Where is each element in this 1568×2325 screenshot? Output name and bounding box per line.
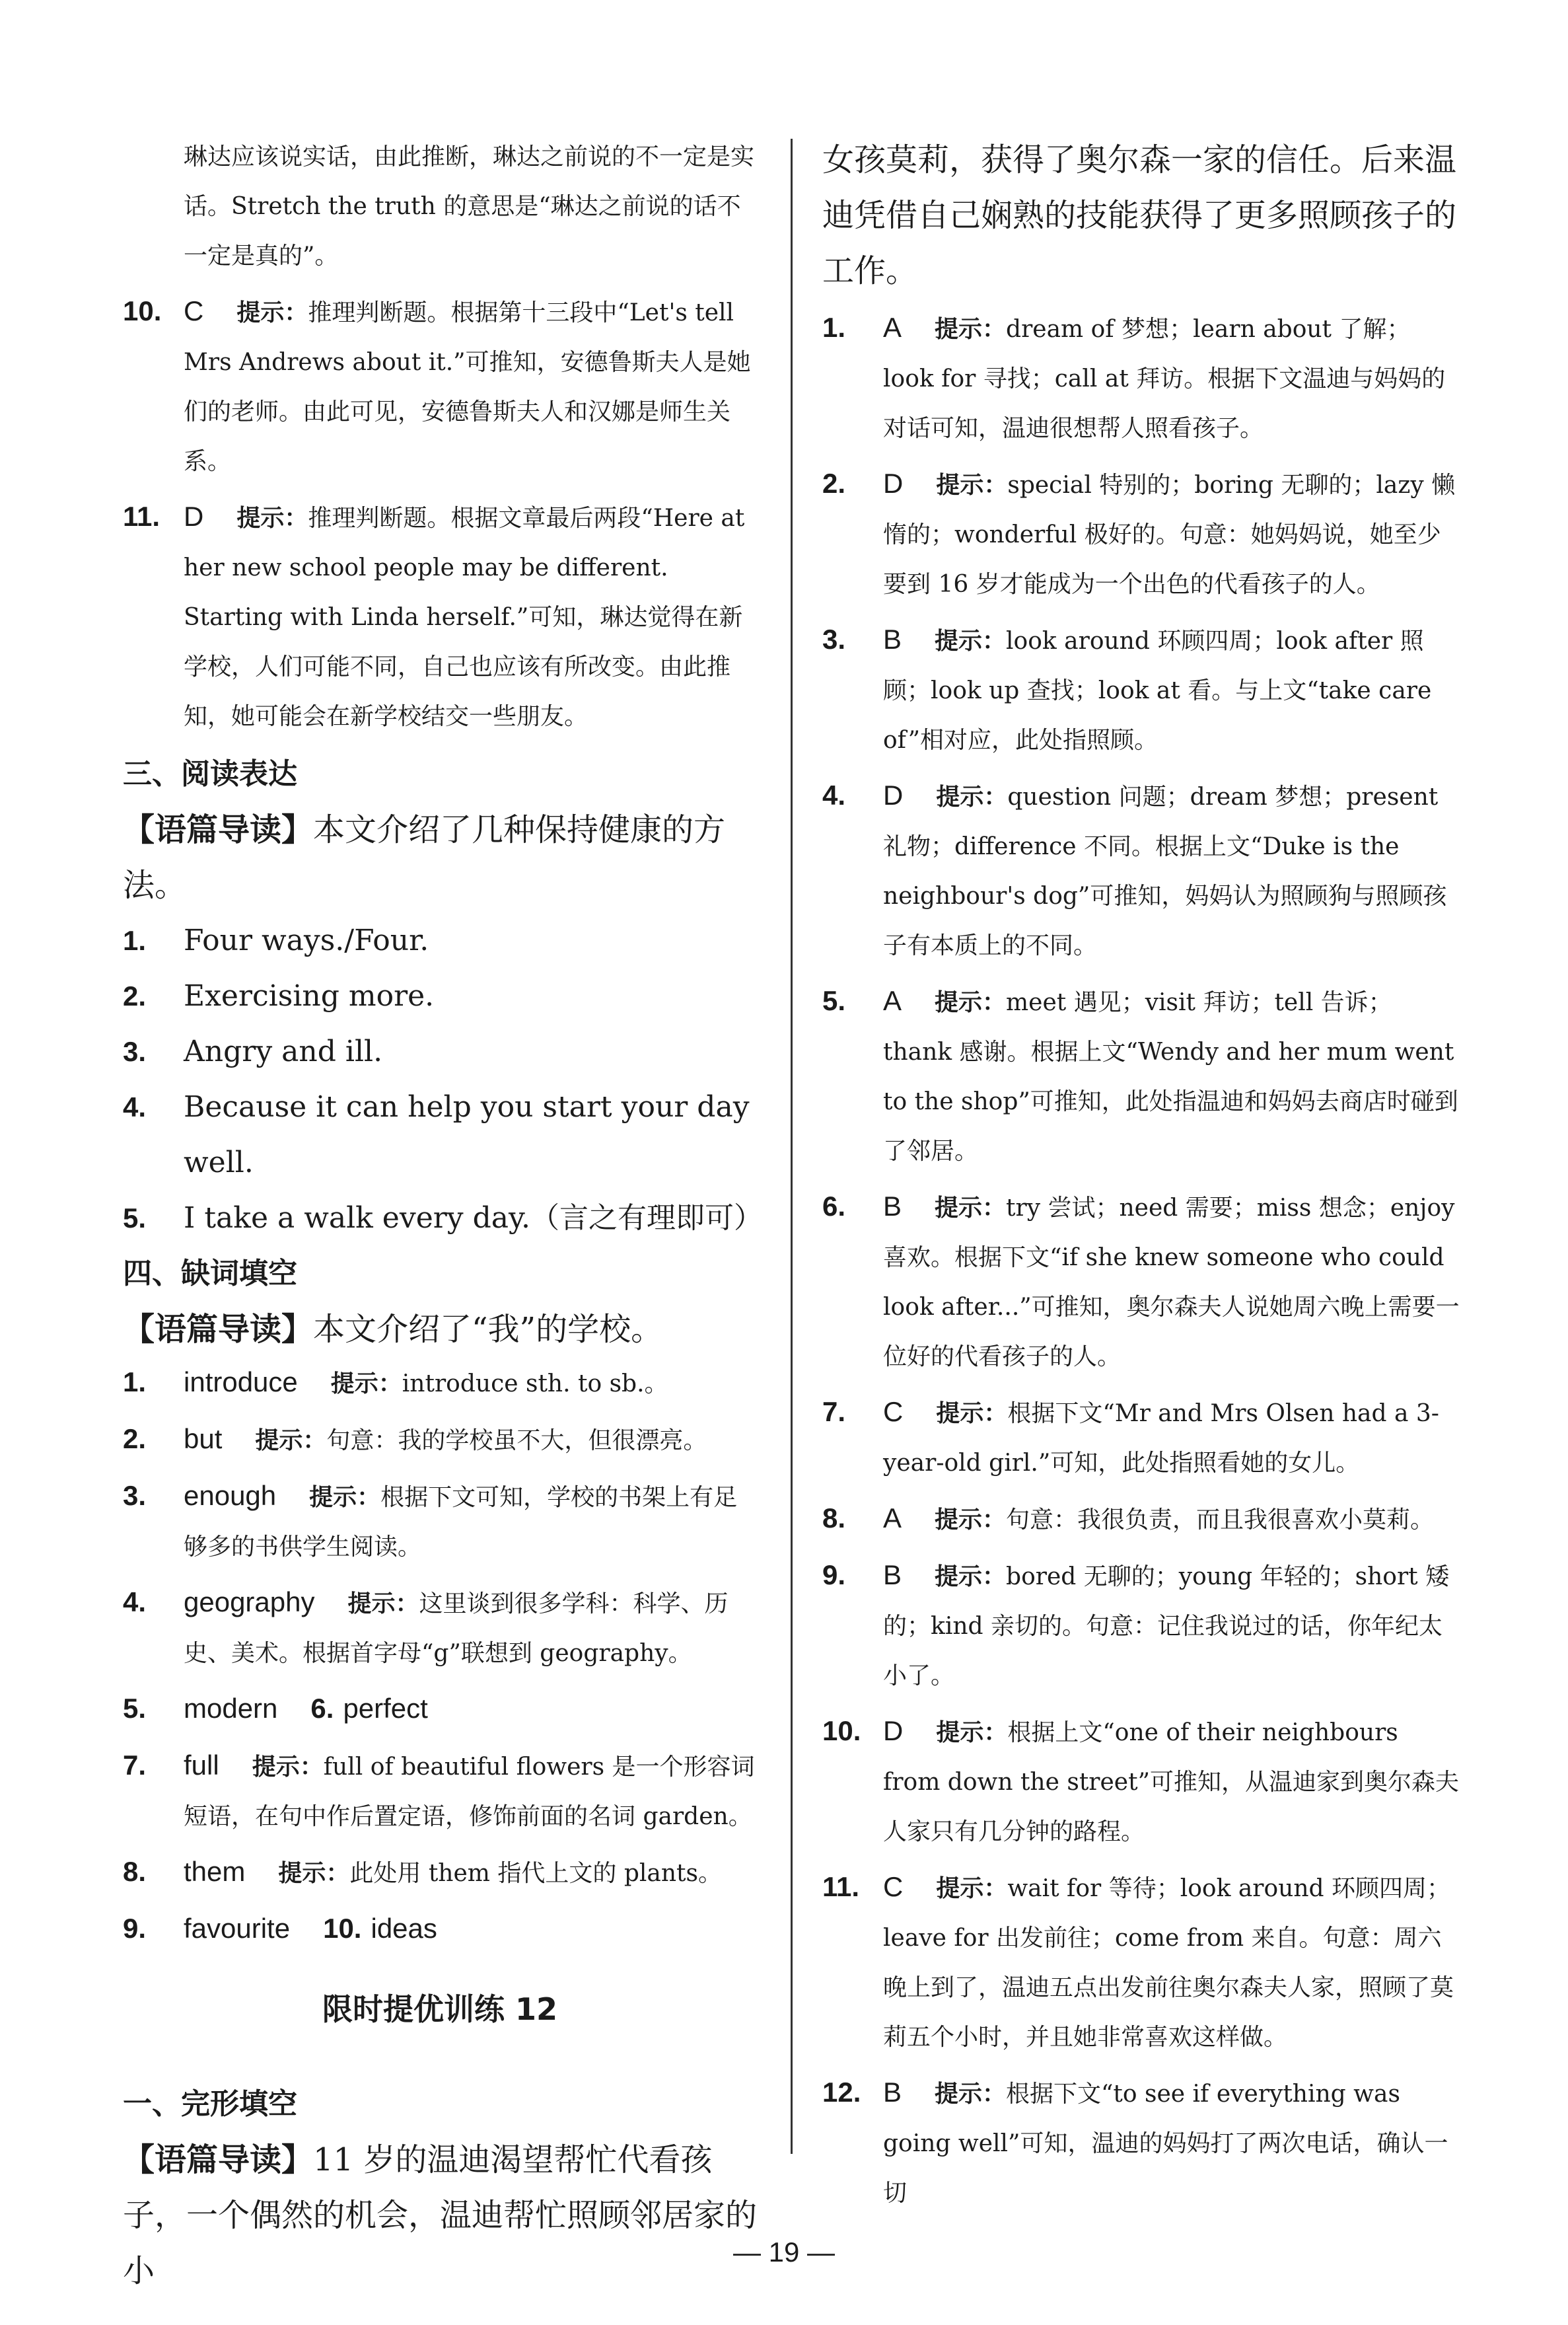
- item-number: 7.: [123, 1750, 147, 1781]
- hint-label: 提示：: [935, 2081, 1007, 2108]
- hint-text: 根据上文“one of their neighbours from down the street”可推知，从温迪家到奥尔森夫人家只有几分钟的路程。: [883, 1719, 1459, 1845]
- item-number: 1.: [822, 312, 846, 343]
- hint-label: 提示：: [936, 1400, 1008, 1427]
- answer-word: geography: [184, 1586, 315, 1617]
- guide-paragraph: [123, 2132, 757, 2299]
- guide-paragraph: [123, 1302, 757, 1357]
- hint-label: 提示：: [936, 1719, 1008, 1746]
- hint-label: 提示：: [255, 1427, 327, 1454]
- hint-label: 提示：: [236, 299, 308, 326]
- answer-item: [822, 1706, 1460, 1857]
- guide-text: 本文介绍了几种保持健康的方法。: [123, 811, 726, 904]
- continued-text: 琳达应该说实话，由此推断，琳达之前说的不一定是实话。Stretch the truth 的意思是“琳达之前说的话不一定是真的”。: [184, 143, 755, 270]
- answer-item: [123, 1740, 757, 1841]
- hint-label: 提示：: [252, 1753, 324, 1781]
- item-number: 12.: [822, 2077, 861, 2108]
- item-number: 4.: [123, 1586, 147, 1617]
- hint-label: 提示：: [935, 1506, 1007, 1533]
- hint-text: 这里谈到很多学科：科学、历史、美术。根据首字母“g”联想到 geography。: [184, 1590, 729, 1667]
- hint-label: 提示：: [347, 1590, 419, 1617]
- guide-continued: 女孩莫莉，获得了奥尔森一家的信任。后来温迪凭借自己娴熟的技能获得了更多照顾孩子的工作。: [822, 141, 1457, 289]
- item-number: 10.: [822, 1715, 861, 1746]
- answer-word: ideas: [371, 1913, 437, 1944]
- answer-text: Exercising more.: [184, 979, 435, 1013]
- exercise-title: 限时提优训练 12: [322, 1991, 558, 2027]
- guide-label: 【语篇导读】: [123, 2141, 314, 2178]
- answer-item: [123, 1357, 757, 1409]
- answer-letter: B: [883, 1559, 902, 1590]
- guide-label: 【语篇导读】: [123, 811, 314, 848]
- hint-label: 提示：: [309, 1484, 381, 1511]
- hint-text: introduce sth. to sb.。: [402, 1370, 668, 1397]
- answer-letter: A: [883, 985, 902, 1016]
- hint-label: 提示：: [935, 989, 1007, 1016]
- answer-letter: B: [883, 624, 902, 655]
- guide-paragraph: [123, 802, 757, 913]
- item-number: 3.: [123, 1480, 147, 1511]
- answer-letter: D: [883, 468, 904, 499]
- answer-item: [822, 1493, 1460, 1545]
- hint-text: dream of 梦想；learn about 了解；look for 寻找；call at 拜访。根据下文温迪与妈妈的对话可知，温迪很想帮人照看孩子。: [883, 316, 1446, 442]
- guide-text: 本文介绍了“我”的学校。: [313, 1311, 663, 1348]
- hint-label: 提示：: [330, 1370, 402, 1397]
- answer-letter: A: [883, 1502, 902, 1533]
- answer-item: [123, 1471, 757, 1572]
- hint-text: 推理判断题。根据文章最后两段“Here at her new school people may be different. Starting with Linda herself.”可知，琳达觉得在新学校，人们可能不同，自己也应该有所改变。由此推知，她可能会在新学校结交一些朋友。: [184, 505, 745, 730]
- item-number: 9.: [822, 1559, 846, 1590]
- answer-word: modern: [184, 1693, 278, 1724]
- answer-item: [123, 286, 757, 486]
- hint-label: 提示：: [278, 1860, 350, 1887]
- answer-letter: D: [883, 780, 904, 811]
- answer-word: enough: [184, 1480, 277, 1511]
- hint-text: 根据下文“Mr and Mrs Olsen had a 3-year-old girl.”可知，此处指照看她的女儿。: [883, 1400, 1439, 1477]
- hint-text: special 特别的；boring 无聊的；lazy 懒惰的；wonderful 极好的。句意：她妈妈说，她至少要到 16 岁才能成为一个出色的代看孩子的人。: [883, 472, 1456, 598]
- answer-word: perfect: [343, 1693, 428, 1724]
- hint-text: 根据下文可知，学校的书架上有足够多的书供学生阅读。: [184, 1484, 738, 1561]
- guide-text: 11 岁的温迪渴望帮忙代看孩子，一个偶然的机会，温迪帮忙照顾邻居家的小: [123, 2141, 758, 2289]
- guide-label: 【语篇导读】: [123, 1311, 314, 1348]
- answer-letter: C: [883, 1871, 904, 1902]
- answer-text: I take a walk every day.（言之有理即可）: [184, 1201, 764, 1235]
- item-number: 4.: [123, 1091, 147, 1123]
- hint-text: bored 无聊的；young 年轻的；short 矮的；kind 亲切的。句意：记住我说过的话，你年纪太小了。: [883, 1563, 1450, 1689]
- item-number: 11.: [822, 1871, 860, 1902]
- item-number: 11.: [123, 501, 160, 532]
- answer-word: them: [184, 1856, 246, 1887]
- hint-text: 句意：我很负责，而且我很喜欢小莫莉。: [1006, 1506, 1435, 1533]
- hint-label: 提示：: [936, 1875, 1008, 1902]
- answer-item: [123, 1683, 757, 1735]
- item-number: 8.: [822, 1502, 846, 1533]
- answer-letter: B: [883, 1191, 902, 1222]
- hint-text: wait for 等待；look around 环顾四周；leave for 出发前往；come from 来自。句意：周六晚上到了，温迪五点出发前往奥尔森夫人家，照顾了莫莉五个小时，并且她非常喜欢这样做。: [883, 1875, 1454, 2051]
- hint-label: 提示：: [935, 1563, 1007, 1590]
- item-number: 1.: [123, 925, 147, 956]
- column-divider: [791, 139, 793, 2154]
- answer-item: [123, 1903, 757, 1955]
- hint-label: 提示：: [236, 505, 308, 532]
- hint-text: 根据下文“to see if everything was going well”可知，温迪的妈妈打了两次电话，确认一切: [883, 2081, 1448, 2207]
- item-number: 9.: [123, 1913, 147, 1944]
- answer-item: [822, 1387, 1460, 1488]
- answer-item: [822, 614, 1460, 765]
- item-number: 10.: [123, 295, 162, 326]
- item-number: 3.: [123, 1036, 147, 1067]
- answer-item: [123, 1080, 757, 1191]
- hint-text: 此处用 them 指代上文的 plants。: [349, 1860, 722, 1887]
- item-number: 4.: [822, 780, 846, 811]
- answer-word: favourite: [184, 1913, 291, 1944]
- section-heading: 一、完形填空: [123, 2087, 297, 2121]
- hint-label: 提示：: [935, 628, 1007, 655]
- item-number: 6.: [822, 1191, 846, 1222]
- page-number: — 19 —: [732, 2236, 836, 2268]
- item-number: 2.: [822, 468, 846, 499]
- answer-letter: C: [883, 1396, 904, 1427]
- section-heading: 三、阅读表达: [123, 757, 297, 791]
- answer-word: but: [184, 1423, 223, 1454]
- item-number: 1.: [123, 1366, 147, 1397]
- item-number: 8.: [123, 1856, 147, 1887]
- item-number: 5.: [123, 1693, 147, 1724]
- hint-text: 推理判断题。根据第十三段中“Let's tell Mrs Andrews about it.”可推知，安德鲁斯夫人是她们的老师。由此可见，安德鲁斯夫人和汉娜是师生关系。: [184, 299, 751, 475]
- hint-text: 句意：我的学校虽不大，但很漂亮。: [326, 1427, 707, 1454]
- answer-item: [123, 492, 757, 741]
- answer-item: [822, 2067, 1460, 2218]
- item-number: 7.: [822, 1396, 846, 1427]
- item-number: 5.: [123, 1202, 147, 1234]
- item-number: 2.: [123, 980, 147, 1012]
- answer-text: Four ways./Four.: [184, 924, 429, 957]
- answer-text: Because it can help you start your day well.: [184, 1090, 750, 1179]
- answer-word: full: [184, 1750, 219, 1781]
- right-column: [822, 132, 1460, 2223]
- answer-item: [822, 1862, 1460, 2062]
- hint-label: 提示：: [935, 1195, 1007, 1222]
- answer-item: [123, 1191, 764, 1246]
- answer-word: introduce: [184, 1366, 298, 1397]
- answer-letter: B: [883, 2077, 902, 2108]
- hint-text: try 尝试；need 需要；miss 想念；enjoy 喜欢。根据下文“if she knew someone who could look after...”可推知，奥尔森夫人说她周六晚上需要一位好的代看孩子的人。: [883, 1195, 1460, 1370]
- section-heading: 四、缺词填空: [123, 1257, 297, 1290]
- hint-label: 提示：: [936, 784, 1008, 811]
- item-number: 3.: [822, 624, 846, 655]
- answer-item: [822, 1550, 1460, 1701]
- answer-item: [822, 459, 1460, 609]
- hint-text: meet 遇见；visit 拜访；tell 告诉；thank 感谢。根据上文“Wendy and her mum went to the shop”可推知，此处指温迪和妈妈去商店时碰到了邻居。: [883, 989, 1458, 1165]
- hint-text: question 问题；dream 梦想；present 礼物；difference 不同。根据上文“Duke is the neighbour's dog”可推知，妈妈认为照顾狗与照顾孩子有本质上的不同。: [883, 784, 1447, 959]
- answer-letter: D: [184, 501, 204, 532]
- hint-text: look around 环顾四周；look after 照顾；look up 查找；look at 看。与上文“take care of”相对应，此处指照顾。: [883, 628, 1432, 754]
- answer-item: [822, 770, 1460, 971]
- answer-item: [123, 1414, 757, 1465]
- answer-item: [822, 1181, 1460, 1382]
- item-number: 5.: [822, 985, 846, 1016]
- answer-item: [123, 969, 757, 1024]
- answer-item: [822, 976, 1460, 1176]
- answer-letter: C: [184, 295, 204, 326]
- item-number: 2.: [123, 1423, 147, 1454]
- item-number: 6.: [310, 1693, 334, 1724]
- answer-item: [123, 1024, 757, 1080]
- answer-item: [822, 303, 1460, 453]
- answer-item: [123, 1847, 757, 1898]
- hint-label: 提示：: [936, 472, 1008, 499]
- hint-label: 提示：: [935, 316, 1007, 343]
- left-column: [123, 132, 764, 2299]
- hint-text: full of beautiful flowers 是一个形容词短语，在句中作后置定语，修饰前面的名词 garden。: [184, 1753, 755, 1830]
- answer-text: Angry and ill.: [184, 1035, 383, 1068]
- answer-letter: A: [883, 312, 902, 343]
- answer-item: [123, 1577, 757, 1678]
- answer-item: [123, 913, 757, 969]
- answer-letter: D: [883, 1715, 904, 1746]
- item-number: 10.: [323, 1913, 362, 1944]
